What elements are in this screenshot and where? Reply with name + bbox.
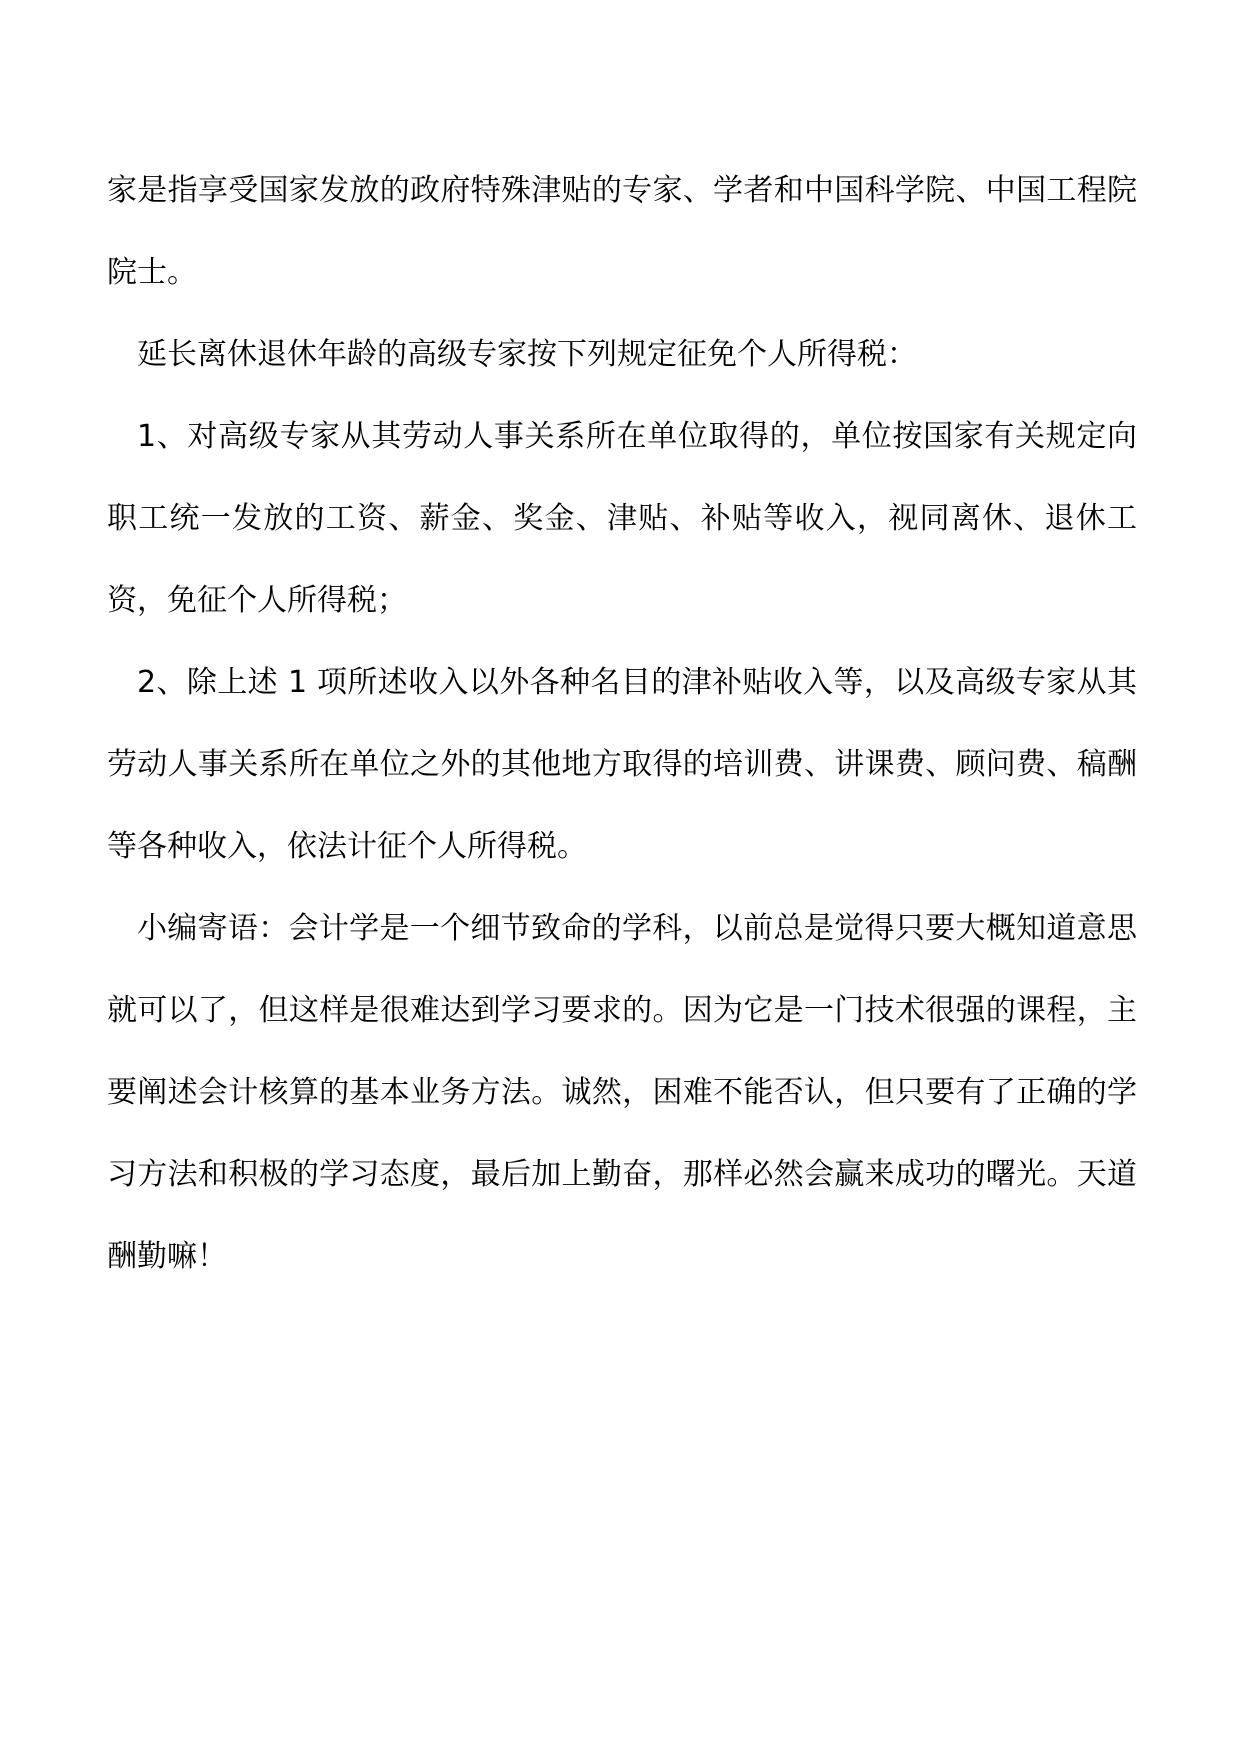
paragraph-rule-1: 1、对高级专家从其劳动人事关系所在单位取得的，单位按国家有关规定向职工统一发放的工资、薪金、奖金、津贴、补贴等收入，视同离休、退休工资，免征个人所得税； [107, 419, 1137, 618]
document-body [107, 150, 1137, 1298]
paragraph-expert-rules-intro: 延长离休退休年龄的高级专家按下列规定征免个人所得税： [137, 337, 917, 372]
paragraph-continued: 家是指享受国家发放的政府特殊津贴的专家、学者和中国科学院、中国工程院院士。 [107, 173, 1137, 290]
paragraph-rule-2: 2、除上述 1 项所述收入以外各种名目的津补贴收入等，以及高级专家从其劳动人事关系所在单位之外的其他地方取得的培训费、讲课费、顾问费、稿酬等各种收入，依法计征个人所得税。 [107, 665, 1137, 864]
paragraph-editor-note: 小编寄语：会计学是一个细节致命的学科，以前总是觉得只要大概知道意思就可以了，但这样是很难达到学习要求的。因为它是一门技术很强的课程，主要阐述会计核算的基本业务方法。诚然，困难不能否认，但只要有了正确的学习方法和积极的学习态度，最后加上勤奋，那样必然会赢来成功的曙光。天道酬勤嘛！ [107, 911, 1137, 1274]
